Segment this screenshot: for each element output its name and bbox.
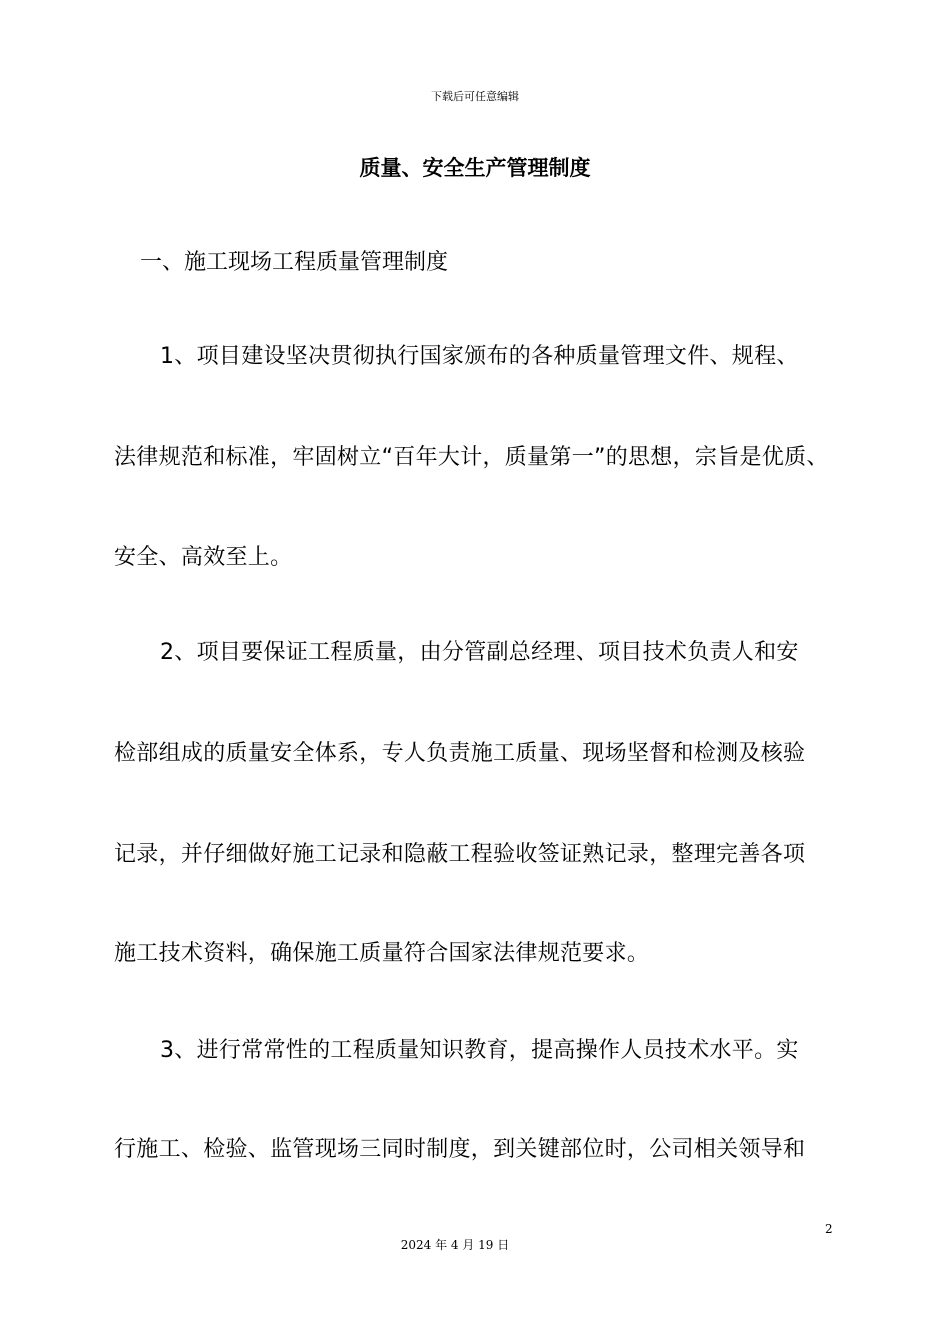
page-number: 2: [825, 1222, 833, 1236]
paragraph-2-line-1: 2、项目要保证工程质量，由分管副总经理、项目技术负责人和安: [160, 640, 799, 665]
paragraph-2-line-3: 记录，并仔细做好施工记录和隐蔽工程验收签证熟记录，整理完善各项: [114, 842, 806, 867]
paragraph-1-line-1: 1、项目建设坚决贯彻执行国家颁布的各种质量管理文件、规程、: [160, 344, 799, 369]
paragraph-1-line-3: 安全、高效至上。: [114, 545, 293, 570]
header-note: 下载后可任意编辑: [431, 90, 519, 103]
paragraph-2-line-4: 施工技术资料，确保施工质量符合国家法律规范要求。: [114, 941, 650, 966]
paragraph-3-line-1: 3、进行常常性的工程质量知识教育，提高操作人员技术水平。实: [160, 1038, 799, 1063]
section-heading: 一、施工现场工程质量管理制度: [140, 250, 449, 275]
paragraph-1-line-2: 法律规范和标准，牢固树立“百年大计，质量第一”的思想，宗旨是优质、: [114, 445, 829, 470]
paragraph-3-line-2: 行施工、检验、监管现场三同时制度，到关键部位时，公司相关领导和: [114, 1137, 806, 1162]
footer-date: 2024 年 4 月 19 日: [400, 1238, 510, 1252]
paragraph-2-line-2: 检部组成的质量安全体系，专人负责施工质量、现场坚督和检测及核验: [114, 741, 806, 766]
document-title: 质量、安全生产管理制度: [359, 156, 591, 180]
